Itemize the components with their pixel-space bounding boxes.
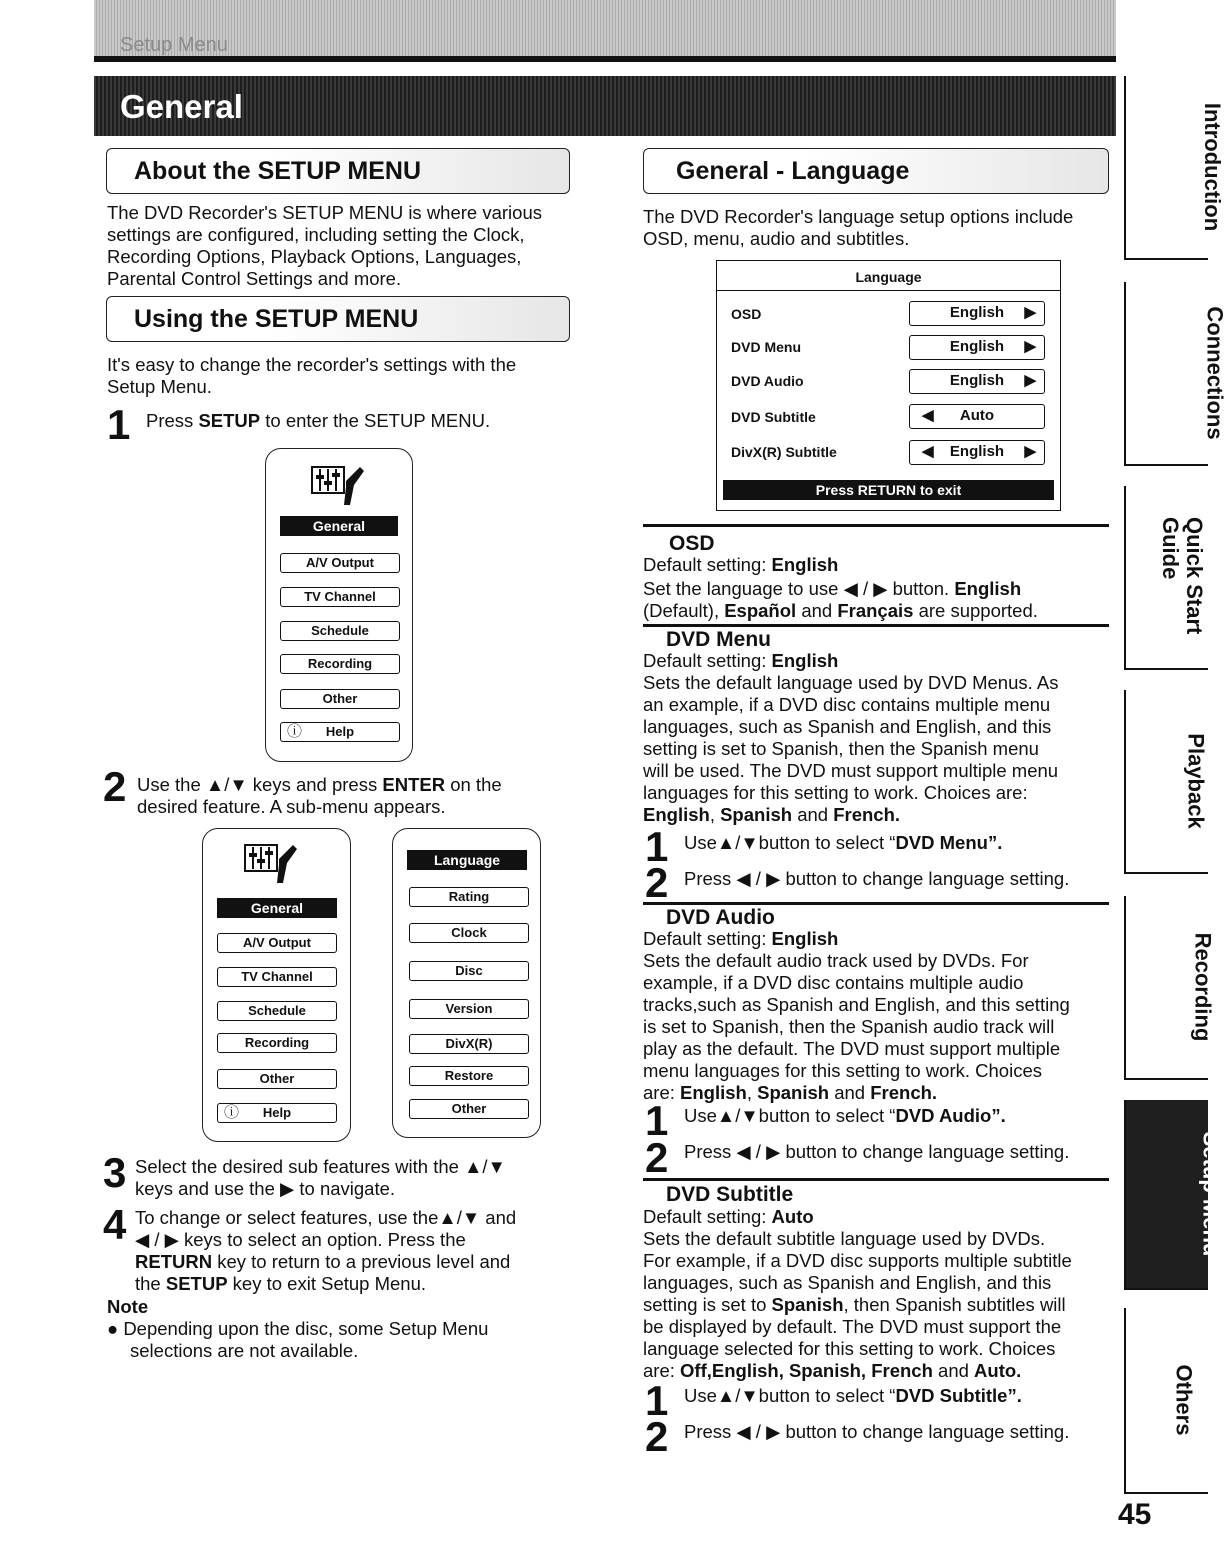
submenu-item-version: Version bbox=[409, 999, 529, 1019]
dvd-audio-body: Default setting: English Sets the default audio track used by DVDs. For example, if a DVD disc contains multiple audio tracks,such as Spanish and English, and this setting is set to Spanish, then the Spanish audio track will play as the default. The DVD must support multiple menu languages for this setting to work. Choices are: English, Spanish and French. bbox=[643, 928, 1070, 1103]
help-icon: ⓘ bbox=[287, 723, 303, 740]
osd-value: English ▶ bbox=[909, 301, 1045, 326]
menu-item-help: ⓘ Help bbox=[217, 1103, 337, 1123]
menu-selected-general: General bbox=[280, 516, 398, 536]
menu-item-av-output: A/V Output bbox=[280, 553, 400, 573]
dvd-subtitle-heading: DVD Subtitle bbox=[666, 1183, 794, 1206]
menu-item-tv-channel: TV Channel bbox=[217, 967, 337, 987]
divider bbox=[643, 1178, 1109, 1181]
dvd-subtitle-step-2-number: 2 bbox=[645, 1413, 669, 1460]
menu-item-other: Other bbox=[217, 1069, 337, 1089]
setup-menu-diagram bbox=[265, 448, 413, 762]
general-submenu-diagram bbox=[392, 828, 541, 1138]
divider bbox=[643, 624, 1109, 627]
right-arrow-icon: ▶ bbox=[1024, 338, 1036, 355]
using-body: It's easy to change the recorder's settings with the Setup Menu. bbox=[107, 354, 517, 397]
dvd-subtitle-body: Default setting: Auto Sets the default subtitle language used by DVDs. For example, if a DVD disc supports multiple subtitle languages, such as Spanish and English, and this setting is set to Spanish, then Spanish subtitles will be displayed by default. The DVD must support the language selected for this setting to work. Choices are: Off,English, Spanish, French and Auto. bbox=[643, 1206, 1072, 1381]
menu-item-recording: Recording bbox=[280, 654, 400, 674]
tab-introduction[interactable]: Introduction bbox=[1124, 76, 1208, 260]
left-arrow-icon: ◀ bbox=[922, 407, 934, 424]
dvd-menu-step-1-text: Use▲/▼button to select “DVD Menu”. bbox=[684, 832, 1003, 853]
menu-item-schedule: Schedule bbox=[217, 1001, 337, 1021]
divider bbox=[717, 290, 1060, 291]
divx-subtitle-value: ◀ English ▶ bbox=[909, 440, 1045, 465]
right-arrow-icon: ▶ bbox=[1024, 304, 1036, 321]
dvd-audio-step-2-text: Press ◀ / ▶ button to change language setting. bbox=[684, 1141, 1070, 1162]
page-number: 45 bbox=[1118, 1498, 1152, 1531]
step-2-number: 2 bbox=[103, 763, 127, 810]
dvd-audio-value: English ▶ bbox=[909, 369, 1045, 394]
menu-item-tv-channel: TV Channel bbox=[280, 587, 400, 607]
tab-others[interactable]: Others bbox=[1124, 1308, 1208, 1494]
general-language-heading-box bbox=[643, 148, 1109, 194]
section-label: Setup Menu bbox=[120, 34, 228, 56]
language-settings-table bbox=[716, 260, 1061, 511]
page-title-bar bbox=[94, 76, 1116, 136]
dvd-subtitle-step-1-text: Use▲/▼button to select “DVD Subtitle”. bbox=[684, 1385, 1022, 1406]
page-title: General bbox=[120, 88, 243, 125]
using-heading: Using the SETUP MENU bbox=[134, 305, 419, 333]
dvd-subtitle-step-2-text: Press ◀ / ▶ button to change language setting. bbox=[684, 1421, 1070, 1442]
right-arrow-icon: ▶ bbox=[1024, 443, 1036, 460]
note-block: Note ● Depending upon the disc, some Setup Menu selections are not available. bbox=[107, 1296, 489, 1361]
menu-item-other: Other bbox=[280, 689, 400, 709]
about-heading-box bbox=[106, 148, 570, 194]
menu-item-help: ⓘ Help bbox=[280, 722, 400, 742]
dvd-audio-label: DVD Audio bbox=[731, 373, 804, 389]
submenu-item-restore: Restore bbox=[409, 1066, 529, 1086]
submenu-item-disc: Disc bbox=[409, 961, 529, 981]
tab-connections[interactable]: Connections bbox=[1124, 282, 1208, 466]
dvd-menu-label: DVD Menu bbox=[731, 339, 801, 355]
setup-menu-diagram-2 bbox=[202, 828, 351, 1142]
step-4-text: To change or select features, use the▲/▼ and ◀ / ▶ keys to select an option. Press the RETURN key to return to a previous level and the SETUP key to exit Setup Menu. bbox=[135, 1207, 517, 1294]
dvd-menu-body: Default setting: English Sets the default language used by DVD Menus. As an example, if a DVD disc contains multiple menu languages, such as Spanish and English, and this setting is set to Spanish, then the Spanish menu will be used. The DVD must support multiple menu languages for this setting to work. Choices are: English, Spanish and French. bbox=[643, 650, 1059, 825]
menu-selected-general: General bbox=[217, 898, 337, 918]
tab-recording[interactable]: Recording bbox=[1124, 896, 1208, 1080]
divider bbox=[643, 902, 1109, 905]
dvd-menu-heading: DVD Menu bbox=[666, 628, 771, 651]
tab-playback[interactable]: Playback bbox=[1124, 690, 1208, 874]
step-2-text: Use the ▲/▼ keys and press ENTER on the desired feature. A sub-menu appears. bbox=[137, 774, 502, 817]
note-label: Note bbox=[107, 1296, 149, 1317]
return-to-exit-banner: Press RETURN to exit bbox=[723, 480, 1054, 500]
divx-subtitle-label: DivX(R) Subtitle bbox=[731, 444, 837, 460]
general-language-heading: General - Language bbox=[676, 157, 910, 185]
about-heading: About the SETUP MENU bbox=[134, 157, 422, 185]
step-3-text: Select the desired sub features with the ▲/▼ keys and use the ▶ to navigate. bbox=[135, 1156, 506, 1199]
right-arrow-icon: ▶ bbox=[1024, 372, 1036, 389]
submenu-item-rating: Rating bbox=[409, 887, 529, 907]
osd-label: OSD bbox=[731, 306, 762, 322]
language-intro: The DVD Recorder's language setup options include OSD, menu, audio and subtitles. bbox=[643, 206, 1074, 249]
tab-quick-start-guide[interactable]: Quick Start Guide bbox=[1124, 486, 1208, 670]
submenu-item-other: Other bbox=[409, 1099, 529, 1119]
about-body: The DVD Recorder's SETUP MENU is where various settings are configured, including setting the Clock, Recording Options, Playback Options, Languages, Parental Control Settings and more. bbox=[107, 202, 542, 289]
divider bbox=[643, 524, 1109, 527]
using-heading-box bbox=[106, 296, 570, 342]
submenu-item-divx: DivX(R) bbox=[409, 1034, 529, 1054]
menu-item-av-output: A/V Output bbox=[217, 933, 337, 953]
dvd-audio-step-1-number: 1 bbox=[645, 1097, 669, 1144]
tab-setup-menu[interactable]: Setup Menu bbox=[1124, 1100, 1208, 1290]
submenu-selected-language: Language bbox=[407, 850, 527, 870]
dvd-menu-step-1-number: 1 bbox=[645, 823, 669, 870]
dvd-menu-value: English ▶ bbox=[909, 335, 1045, 360]
osd-body: Default setting: English Set the language to use ◀ / ▶ button. English (Default), Español and Français are supported. bbox=[643, 554, 1038, 621]
language-table-title: Language bbox=[855, 269, 922, 285]
osd-heading: OSD bbox=[669, 532, 715, 555]
dvd-subtitle-value: ◀ Auto bbox=[909, 404, 1045, 429]
step-1-number: 1 bbox=[107, 401, 131, 448]
dvd-audio-step-2-number: 2 bbox=[645, 1134, 669, 1181]
step-3-number: 3 bbox=[103, 1149, 127, 1196]
menu-item-recording: Recording bbox=[217, 1033, 337, 1053]
dvd-menu-step-2-number: 2 bbox=[645, 859, 669, 906]
help-icon: ⓘ bbox=[224, 1104, 240, 1121]
header-strip bbox=[94, 0, 1116, 56]
step-1-text: Press SETUP to enter the SETUP MENU. bbox=[146, 410, 491, 431]
dvd-subtitle-step-1-number: 1 bbox=[645, 1377, 669, 1424]
dvd-subtitle-label: DVD Subtitle bbox=[731, 409, 816, 425]
left-arrow-icon: ◀ bbox=[922, 443, 934, 460]
step-4-number: 4 bbox=[103, 1201, 127, 1248]
menu-item-schedule: Schedule bbox=[280, 621, 400, 641]
setup-tools-icon bbox=[243, 841, 301, 885]
dvd-audio-step-1-text: Use▲/▼button to select “DVD Audio”. bbox=[684, 1105, 1006, 1126]
dvd-audio-heading: DVD Audio bbox=[666, 906, 775, 929]
submenu-item-clock: Clock bbox=[409, 923, 529, 943]
header-rule bbox=[94, 56, 1116, 62]
dvd-menu-step-2-text: Press ◀ / ▶ button to change language setting. bbox=[684, 868, 1070, 889]
setup-tools-icon bbox=[310, 463, 368, 507]
